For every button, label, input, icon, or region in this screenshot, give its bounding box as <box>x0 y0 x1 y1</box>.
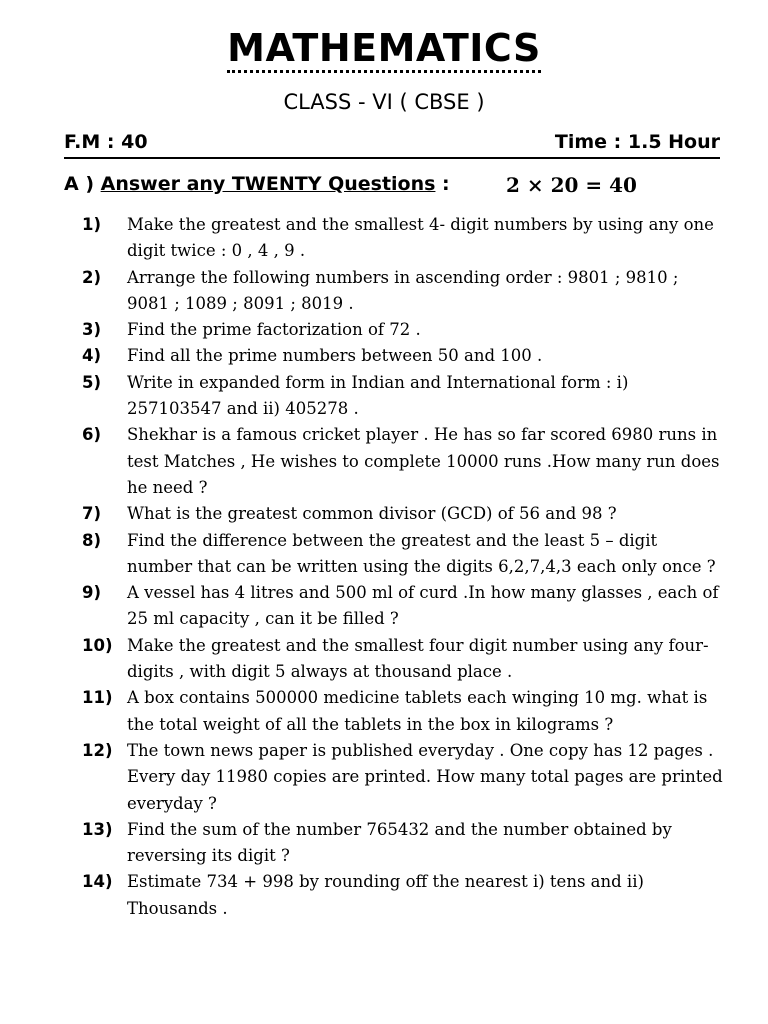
question-text: Shekhar is a famous cricket player . He has so far scored 6980 runs in test Matches , He wishes to complete 10000 runs .How many run does he need ? <box>127 425 720 497</box>
question-text: Write in expanded form in Indian and International form : i) 257103547 and ii) 405278 . <box>127 372 629 419</box>
question-number: 11) <box>82 688 113 708</box>
time-allowed: Time : 1.5 Hour <box>554 131 720 153</box>
section-instruction: Answer any TWENTY Questions <box>100 173 436 195</box>
question-item <box>64 869 724 922</box>
question-text: Arrange the following numbers in ascending order : 9801 ; 9810 ; 9081 ; 1089 ; 8091 ; 8019 . <box>127 267 679 313</box>
question-text: Find the prime factorization of 72 . <box>127 320 421 340</box>
full-marks: F.M : 40 <box>64 131 148 153</box>
question-list <box>64 212 724 922</box>
marks-time-row <box>64 131 720 159</box>
question-item <box>64 501 724 527</box>
section-marks: 2 × 20 = 40 <box>506 173 637 197</box>
question-number: 6) <box>82 425 102 445</box>
question-item <box>64 265 724 318</box>
question-item <box>64 317 724 343</box>
question-text: A vessel has 4 litres and 500 ml of curd .In how many glasses , each of 25 ml capacity , can it be filled ? <box>127 583 719 629</box>
question-item <box>64 422 724 501</box>
question-item <box>64 633 724 686</box>
section-label: A ) <box>64 173 101 195</box>
question-item <box>64 343 724 369</box>
question-number: 5) <box>82 372 102 392</box>
question-number: 4) <box>82 346 102 366</box>
question-item <box>64 580 724 633</box>
question-number: 12) <box>82 740 113 760</box>
question-text: Make the greatest and the smallest four digit number using any four-digits , with digit 5 always at thousand place . <box>127 635 709 682</box>
class-subtitle: CLASS - VI ( CBSE ) <box>283 90 485 114</box>
question-number: 2) <box>82 267 102 287</box>
question-item <box>64 528 724 581</box>
question-text: Find the sum of the number 765432 and the number obtained by reversing its digit ? <box>127 819 672 866</box>
question-number: 8) <box>82 530 102 550</box>
question-text: Make the greatest and the smallest 4- digit numbers by using any one digit twice : 0 , 4 , 9 . <box>127 215 714 261</box>
question-number: 10) <box>82 635 113 655</box>
question-item <box>64 738 724 817</box>
question-number: 9) <box>82 583 102 603</box>
page-title: MATHEMATICS <box>227 28 541 73</box>
question-number: 13) <box>82 819 113 839</box>
question-text: Estimate 734 + 998 by rounding off the nearest i) tens and ii) Thousands . <box>127 872 644 918</box>
title-block <box>0 28 768 73</box>
question-text: A box contains 500000 medicine tablets each winging 10 mg. what is the total weight of all the tablets in the box in kilograms ? <box>127 688 708 734</box>
question-item <box>64 817 724 870</box>
question-text: Find all the prime numbers between 50 and 100 . <box>127 346 543 366</box>
question-number: 7) <box>82 504 102 524</box>
question-text: The town news paper is published everyday . One copy has 12 pages . Every day 11980 copies are printed. How many total pages are printed everyday ? <box>127 740 723 813</box>
question-text: What is the greatest common divisor (GCD) of 56 and 98 ? <box>127 504 617 524</box>
section-colon: : <box>435 173 450 195</box>
question-item <box>64 370 724 423</box>
section-heading <box>64 173 720 195</box>
question-number: 14) <box>82 872 113 892</box>
question-item <box>64 212 724 265</box>
question-number: 1) <box>82 215 102 234</box>
question-text: Find the difference between the greatest and the least 5 – digit number that can be written using the digits 6,2,7,4,3 each only once ? <box>127 530 716 576</box>
question-item <box>64 685 724 738</box>
question-number: 3) <box>82 320 102 340</box>
